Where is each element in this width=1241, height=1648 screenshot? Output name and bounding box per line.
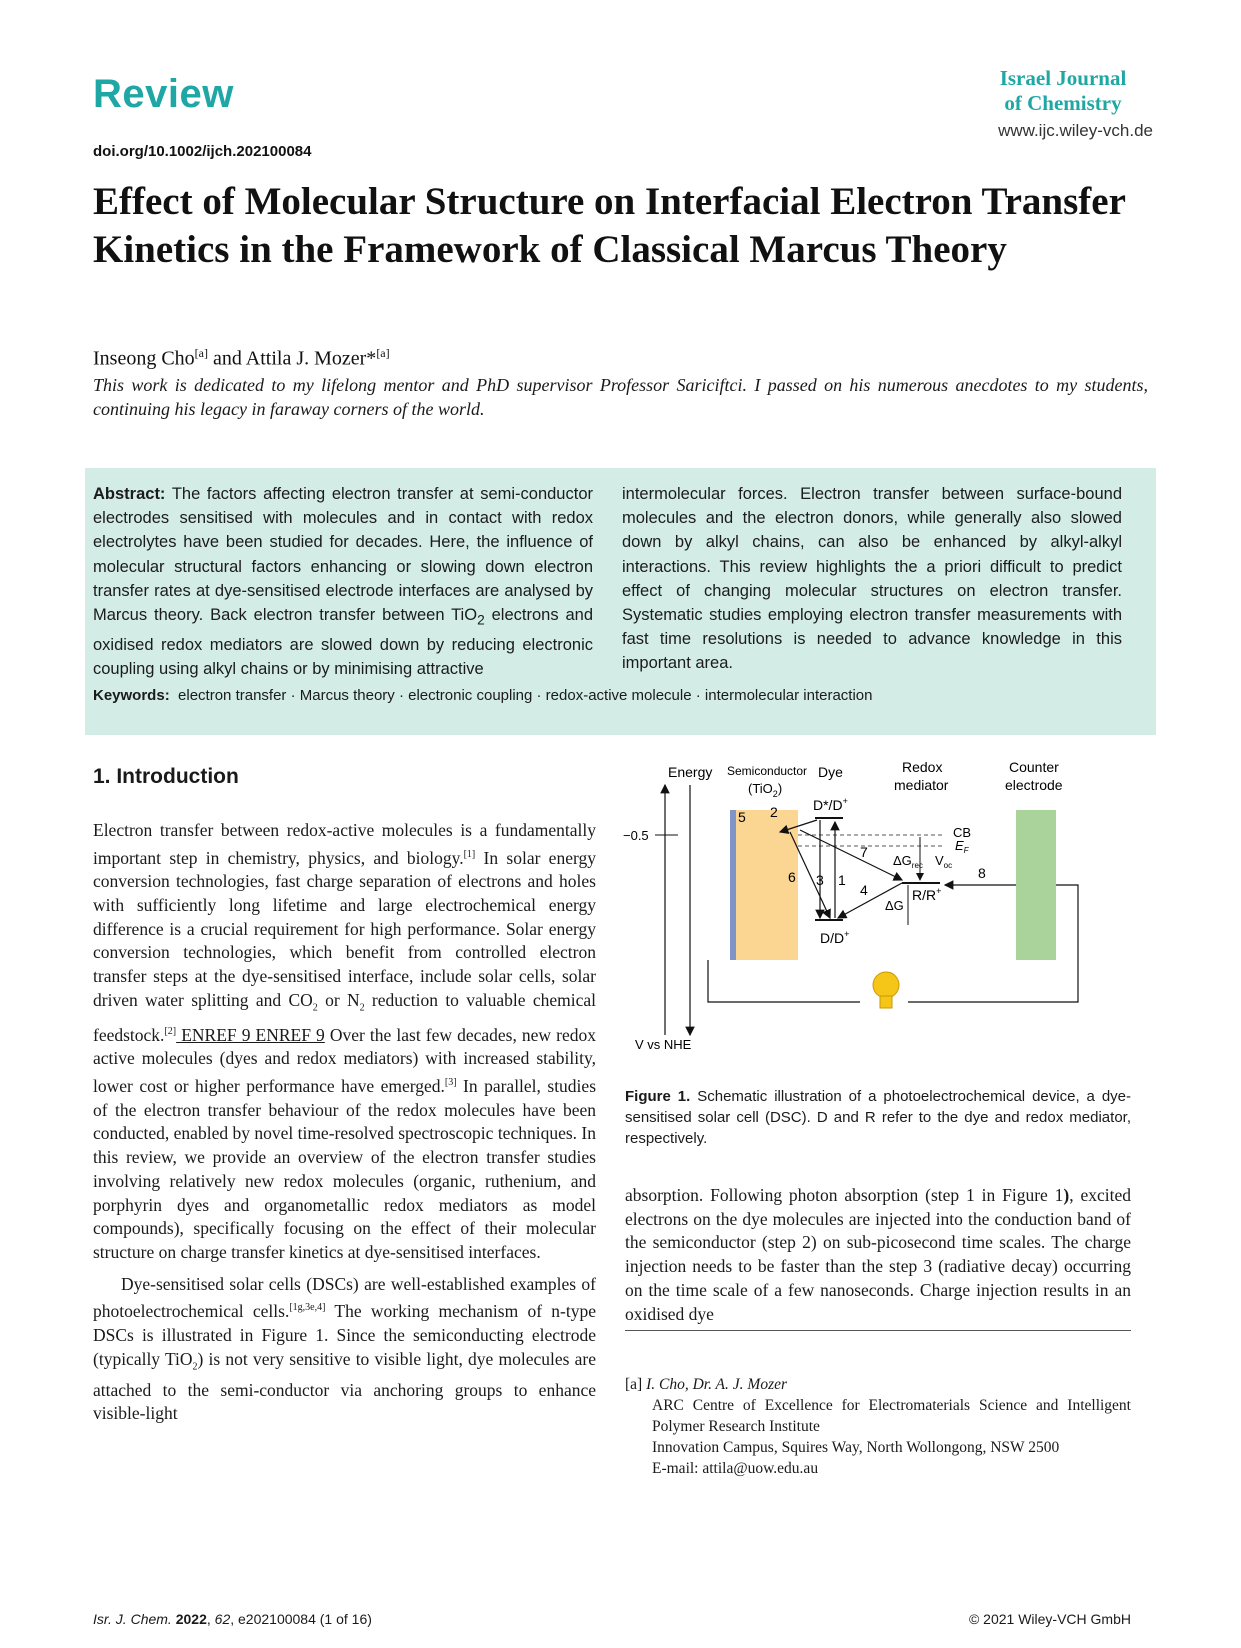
axis-tick-label: −0.5: [623, 828, 649, 843]
keywords-list: electron transfer · Marcus theory · electronic coupling · redox-active molecule · intermolecular interaction: [178, 687, 873, 704]
bookmark-text: ENREF 9 ENREF 9: [176, 1024, 325, 1045]
citation[interactable]: [2]: [164, 1025, 177, 1037]
counter-electrode: [1016, 810, 1056, 960]
step-8-label: 8: [978, 865, 986, 881]
step-1-label: 1: [838, 872, 846, 888]
redox-state-label: R/R+: [912, 886, 942, 903]
dye-label: Dye: [818, 764, 843, 780]
figure-caption: [625, 1086, 1131, 1149]
affiliation-line: Innovation Campus, Squires Way, North Wollongong, NSW 2500: [652, 1439, 1060, 1456]
footnote-header: [625, 1374, 1131, 1395]
affiliation-line: ARC Centre of Excellence for Electromaterials Science and Intelligent Polymer Research Institute: [652, 1397, 1131, 1435]
tio2-label: (TiO$_2$): [748, 781, 783, 799]
figure-1-diagram: [623, 759, 1140, 1060]
abstract-label: Abstract:: [93, 485, 166, 503]
journal-name-line1: Israel Journal: [999, 66, 1127, 90]
step-5-label: 5: [738, 809, 746, 825]
email-line[interactable]: E-mail: attila@uow.edu.au: [652, 1460, 819, 1477]
abstract-text: electrons and oxidised redox mediators are slowed down by reducing electronic coupling using alkyl chains or by minimising attractive: [93, 606, 593, 678]
dgrec-label: $\Delta G_{rec}$: [893, 853, 923, 870]
step-3-label: 3: [816, 872, 824, 888]
paragraph: [625, 1184, 1131, 1326]
counter-label-2: electrode: [1005, 777, 1063, 793]
caption-label: Figure 1.: [625, 1088, 691, 1105]
author-list: [93, 346, 390, 371]
text: or N: [317, 989, 360, 1010]
section-label: Review: [93, 72, 234, 116]
citation[interactable]: [1g,3e,4]: [289, 1302, 326, 1314]
text: Dye-sensitised solar cells (DSCs) are well-established examples of photoelectrochemical cells.: [93, 1273, 596, 1322]
step-4-label: 4: [860, 882, 868, 898]
text: In solar energy conversion technologies, fast charge separation of electrons and holes with sufficiently long lifetime and large electrochemical energy difference is a crucial requirement for high performance. Solar energy conversion technologies, which benefit from controlled electron transfer steps at the dye-sensitised interface, include solar cells, solar driven water splitting and CO: [93, 847, 596, 1010]
article-title: Effect of Molecular Structure on Interfacial Electron Transfer Kinetics in the Framework of Classical Marcus Theory: [93, 180, 1126, 271]
subscript: 2: [477, 612, 485, 628]
light-bulb-icon: [873, 972, 899, 998]
citation[interactable]: [1]: [463, 848, 476, 860]
affiliation-mark: [a]: [376, 346, 390, 360]
footer-volume: 62: [214, 1611, 231, 1627]
counter-label-1: Counter: [1009, 759, 1059, 775]
author-name: Inseong Cho: [93, 347, 195, 370]
text: absorption. Following photon absorption (step 1 in Figure 1: [625, 1185, 1064, 1205]
footnote-names: I. Cho, Dr. A. J. Mozer: [646, 1376, 788, 1393]
redox-label-2: mediator: [894, 777, 949, 793]
footnote-divider: [625, 1330, 1131, 1331]
excited-state-label: D*/D+: [813, 796, 848, 813]
caption-text: Schematic illustration of a photoelectrochemical device, a dye-sensitised solar cell (DSC). D and R refer to the dye and redox mediator, respectively.: [625, 1088, 1132, 1147]
external-circuit-left: [708, 960, 860, 1002]
journal-name-line2: of Chemistry: [1004, 91, 1122, 115]
semiconductor-block: [736, 810, 798, 960]
step-6-label: 6: [788, 869, 796, 885]
voc-label: $V_{oc}$: [935, 853, 953, 870]
paragraph: [93, 819, 596, 1265]
footer-copyright: © 2021 Wiley-VCH GmbH: [968, 1611, 1131, 1627]
step-7-label: 7: [860, 844, 868, 860]
affiliation-mark: [a]: [194, 346, 208, 360]
cb-label: CB: [953, 825, 972, 840]
paragraph: [93, 1273, 596, 1427]
fermi-label: $E_F$: [955, 838, 969, 855]
body-column-right: [625, 1184, 1131, 1326]
text: In parallel, studies of the electron transfer behaviour of the redox molecules have been conducted, enabled by novel time-resolved spectroscopic techniques. In this review, we provide an overview of the electron transfer studies involving relatively new redox molecules (organic, ruthenium, and porphyrin dyes and organometallic redox mediators as model compounds), specifically focusing on the effect of their molecular structure on charge transfer kinetics at dye-sensitised interfaces.: [93, 1076, 596, 1262]
text: Over the last few decades, new redox active molecules (dyes and redox mediators) with increased stability, lower cost or higher performance have emerged.: [93, 1024, 596, 1097]
doi-link[interactable]: doi.org/10.1002/ijch.202100084: [93, 143, 312, 160]
abstract-text: The factors affecting electron transfer at semi-conductor electrodes sensitised with molecules and in contact with redox electrolytes have been studied for decades. Here, the influence of molecular structural factors enhancing or slowing down electron transfer rates at dye-sensitised electrode interfaces are analysed by Marcus theory. Back electron transfer between TiO: [93, 485, 593, 625]
abstract-column-1: [93, 482, 593, 681]
text: The working mechanism of n-type DSCs is illustrated in Figure 1. Since the semiconducting electrode (typically TiO: [93, 1301, 596, 1369]
energy-label: Energy: [668, 764, 713, 780]
journal-logo: [973, 66, 1153, 116]
abstract-box: [85, 468, 1156, 735]
subscript: 2: [312, 1002, 318, 1014]
text: ): [1063, 1185, 1070, 1205]
affiliation-footnote: [625, 1374, 1131, 1479]
body-column-left: [93, 819, 596, 1426]
text: ) is not very sensitive to visible light, dye molecules are attached to the semi-conductor via anchoring groups to enhance visible-light: [93, 1348, 596, 1424]
footer-year: 2022: [175, 1611, 207, 1627]
ground-state-label: D/D+: [820, 929, 850, 946]
redox-label-1: Redox: [902, 759, 943, 775]
author-separator: and: [208, 347, 246, 370]
keywords-label: Keywords:: [93, 687, 170, 704]
text: , excited electrons on the dye molecules are injected into the conduction band of the semiconductor (step 2) on sub-picosecond time scales. The charge injection needs to be faster than the step 3 (radiative decay) occurring on the time scale of a few nanoseconds. Charge injection results in an oxidised dye: [625, 1185, 1131, 1324]
dg-label: ΔG: [885, 898, 904, 913]
abstract-column-2: intermolecular forces. Electron transfer between surface-bound molecules and the electron donors, while generally also slowed down by alkyl chains, can also be enhanced by alkyl-alkyl interactions. This review highlights the a priori difficult to predict effect of changing molecular structures on electron transfer. Systematic studies employing electron transfer measurements with fast time resolutions is needed to advance knowledge in this important area.: [622, 485, 1122, 673]
subscript: 2: [192, 1361, 198, 1373]
footer-article: , e202100084 (1 of 16): [230, 1611, 372, 1627]
electrode-strip: [730, 810, 736, 960]
step-2-label: 2: [770, 804, 778, 820]
footnote-label: [a]: [625, 1376, 643, 1393]
footer-citation: Isr. J. Chem. 2022, 62, e202100084 (1 of 16): [93, 1611, 372, 1627]
author-name: Attila J. Mozer*: [245, 347, 377, 370]
light-bulb-base: [880, 996, 892, 1008]
section-heading: 1. Introduction: [93, 765, 239, 788]
subscript: 2: [359, 1002, 365, 1014]
semiconductor-label: Semiconductor: [727, 764, 808, 778]
keywords: [93, 687, 872, 704]
citation[interactable]: [3]: [444, 1077, 457, 1089]
journal-url[interactable]: www.ijc.wiley-vch.de: [998, 121, 1153, 140]
footer-journal: Isr. J. Chem.: [93, 1611, 172, 1627]
text: reduction to valuable chemical feedstock.: [93, 989, 596, 1045]
dedication: This work is dedicated to my lifelong mentor and PhD supervisor Professor Sariciftci. I passed on his numerous anecdotes to my students, continuing his legacy in faraway corners of the world.: [93, 375, 1148, 419]
text: Electron transfer between redox-active molecules is a fundamentally important step in chemistry, physics, and biology.: [93, 820, 596, 868]
axis-unit-label: V vs NHE: [635, 1037, 692, 1052]
